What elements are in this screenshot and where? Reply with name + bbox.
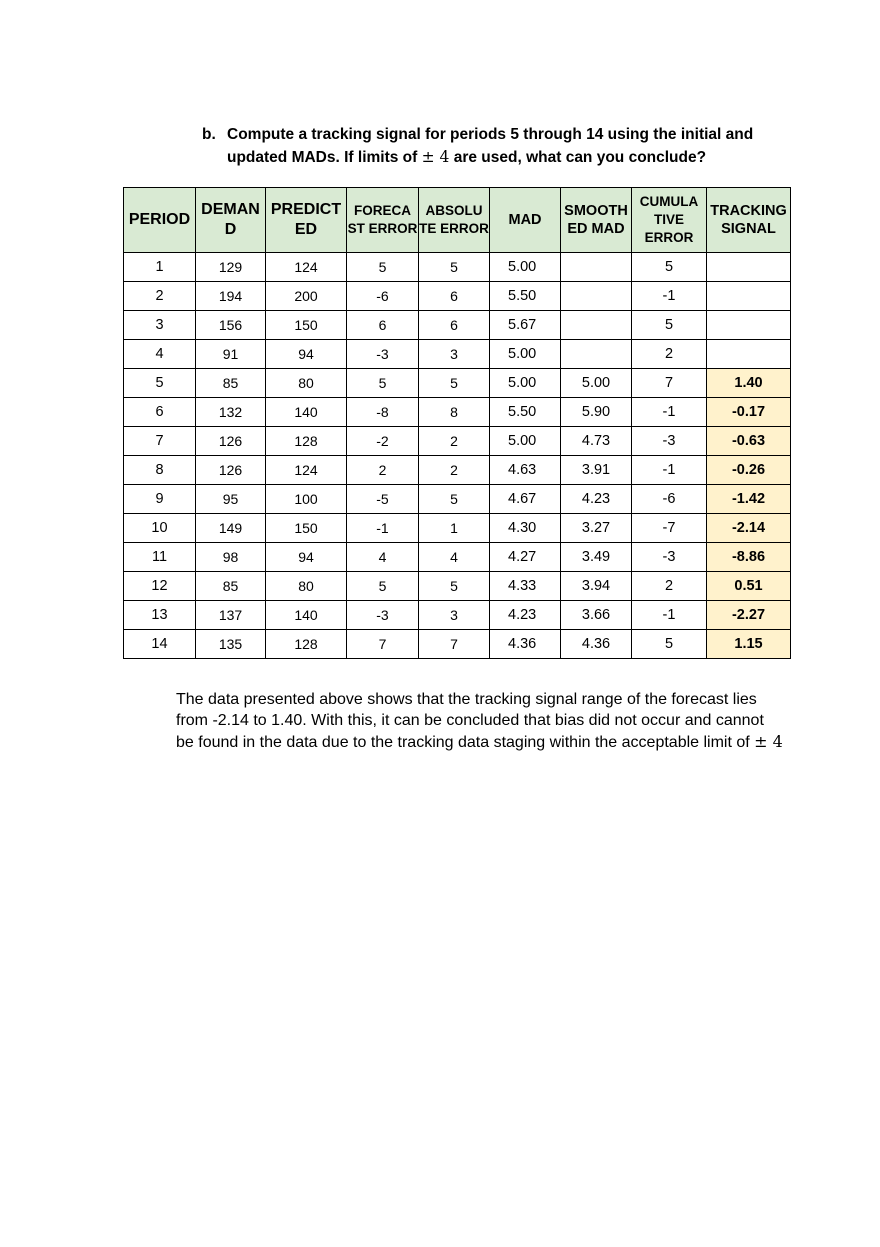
cell-period: 14 bbox=[124, 630, 196, 659]
cell-smoothed-mad: 3.27 bbox=[561, 514, 632, 543]
cell-forecast-error: -3 bbox=[347, 340, 419, 369]
cell-predicted: 150 bbox=[266, 514, 347, 543]
cell-forecast-error: -5 bbox=[347, 485, 419, 514]
cell-period: 5 bbox=[124, 369, 196, 398]
cell-period: 1 bbox=[124, 253, 196, 282]
cell-tracking-signal: -0.63 bbox=[707, 427, 791, 456]
cell-mad: 5.00 bbox=[490, 427, 561, 456]
cell-tracking-signal bbox=[707, 282, 791, 311]
cell-cumulative-error: -7 bbox=[632, 514, 707, 543]
cell-tracking-signal: -0.26 bbox=[707, 456, 791, 485]
cell-absolute-error: 3 bbox=[419, 601, 490, 630]
cell-period: 13 bbox=[124, 601, 196, 630]
cell-smoothed-mad: 4.23 bbox=[561, 485, 632, 514]
cell-demand: 156 bbox=[196, 311, 266, 340]
cell-absolute-error: 7 bbox=[419, 630, 490, 659]
cell-period: 10 bbox=[124, 514, 196, 543]
cell-predicted: 124 bbox=[266, 253, 347, 282]
cell-demand: 126 bbox=[196, 456, 266, 485]
cell-predicted: 128 bbox=[266, 427, 347, 456]
table-row bbox=[124, 456, 791, 485]
cell-tracking-signal: -1.42 bbox=[707, 485, 791, 514]
cell-forecast-error: 5 bbox=[347, 572, 419, 601]
cell-mad: 4.23 bbox=[490, 601, 561, 630]
question-line-2 bbox=[202, 146, 802, 169]
header-forecast-error: FORECA ST ERROR bbox=[347, 188, 419, 253]
cell-period: 9 bbox=[124, 485, 196, 514]
cell-predicted: 80 bbox=[266, 369, 347, 398]
header-cumulative-error: CUMULA TIVE ERROR bbox=[632, 188, 707, 253]
cell-demand: 95 bbox=[196, 485, 266, 514]
header-absolute-error: ABSOLU TE ERROR bbox=[419, 188, 490, 253]
cell-forecast-error: -1 bbox=[347, 514, 419, 543]
table-row bbox=[124, 253, 791, 282]
cell-forecast-error: 6 bbox=[347, 311, 419, 340]
cell-demand: 98 bbox=[196, 543, 266, 572]
cell-mad: 4.63 bbox=[490, 456, 561, 485]
cell-demand: 85 bbox=[196, 572, 266, 601]
cell-cumulative-error: 2 bbox=[632, 572, 707, 601]
table-body bbox=[124, 253, 791, 659]
cell-smoothed-mad: 3.66 bbox=[561, 601, 632, 630]
cell-mad: 4.67 bbox=[490, 485, 561, 514]
cell-absolute-error: 2 bbox=[419, 456, 490, 485]
cell-smoothed-mad bbox=[561, 340, 632, 369]
question-line2-post: are used, what can you conclude? bbox=[449, 149, 707, 166]
cell-cumulative-error: 5 bbox=[632, 253, 707, 282]
header-mad: MAD bbox=[490, 188, 561, 253]
cell-mad: 5.50 bbox=[490, 398, 561, 427]
cell-demand: 132 bbox=[196, 398, 266, 427]
cell-smoothed-mad: 3.94 bbox=[561, 572, 632, 601]
cell-forecast-error: 5 bbox=[347, 253, 419, 282]
cell-demand: 91 bbox=[196, 340, 266, 369]
cell-smoothed-mad: 5.00 bbox=[561, 369, 632, 398]
cell-smoothed-mad bbox=[561, 282, 632, 311]
cell-demand: 85 bbox=[196, 369, 266, 398]
table-row bbox=[124, 427, 791, 456]
cell-predicted: 140 bbox=[266, 398, 347, 427]
cell-smoothed-mad bbox=[561, 311, 632, 340]
cell-mad: 5.00 bbox=[490, 340, 561, 369]
cell-period: 12 bbox=[124, 572, 196, 601]
cell-forecast-error: 4 bbox=[347, 543, 419, 572]
cell-cumulative-error: -3 bbox=[632, 427, 707, 456]
question-line1-text: Compute a tracking signal for periods 5 through 14 using the initial and bbox=[227, 126, 754, 143]
cell-predicted: 150 bbox=[266, 311, 347, 340]
cell-cumulative-error: -1 bbox=[632, 456, 707, 485]
table-row bbox=[124, 630, 791, 659]
cell-period: 2 bbox=[124, 282, 196, 311]
table-row bbox=[124, 398, 791, 427]
cell-demand: 137 bbox=[196, 601, 266, 630]
cell-predicted: 128 bbox=[266, 630, 347, 659]
cell-tracking-signal bbox=[707, 253, 791, 282]
table-row bbox=[124, 311, 791, 340]
cell-period: 8 bbox=[124, 456, 196, 485]
cell-forecast-error: 5 bbox=[347, 369, 419, 398]
cell-demand: 126 bbox=[196, 427, 266, 456]
cell-forecast-error: 2 bbox=[347, 456, 419, 485]
conclusion-line-3 bbox=[176, 731, 796, 753]
cell-period: 4 bbox=[124, 340, 196, 369]
cell-mad: 4.27 bbox=[490, 543, 561, 572]
cell-absolute-error: 3 bbox=[419, 340, 490, 369]
cell-absolute-error: 4 bbox=[419, 543, 490, 572]
header-demand: DEMAN D bbox=[196, 188, 266, 253]
limit-math: ± 4 bbox=[421, 148, 450, 166]
table-row bbox=[124, 340, 791, 369]
cell-predicted: 200 bbox=[266, 282, 347, 311]
header-tracking-signal: TRACKING SIGNAL bbox=[707, 188, 791, 253]
header-row bbox=[124, 188, 791, 253]
cell-predicted: 94 bbox=[266, 543, 347, 572]
cell-predicted: 140 bbox=[266, 601, 347, 630]
cell-forecast-error: -8 bbox=[347, 398, 419, 427]
cell-mad: 5.00 bbox=[490, 253, 561, 282]
cell-demand: 135 bbox=[196, 630, 266, 659]
cell-demand: 129 bbox=[196, 253, 266, 282]
cell-smoothed-mad: 4.36 bbox=[561, 630, 632, 659]
cell-absolute-error: 5 bbox=[419, 369, 490, 398]
cell-absolute-error: 2 bbox=[419, 427, 490, 456]
cell-smoothed-mad: 4.73 bbox=[561, 427, 632, 456]
cell-absolute-error: 1 bbox=[419, 514, 490, 543]
cell-demand: 149 bbox=[196, 514, 266, 543]
question-line-1 bbox=[202, 124, 802, 146]
cell-forecast-error: -6 bbox=[347, 282, 419, 311]
cell-tracking-signal bbox=[707, 340, 791, 369]
cell-smoothed-mad: 3.91 bbox=[561, 456, 632, 485]
cell-period: 11 bbox=[124, 543, 196, 572]
question-text bbox=[202, 124, 802, 169]
header-predicted: PREDICT ED bbox=[266, 188, 347, 253]
cell-forecast-error: 7 bbox=[347, 630, 419, 659]
header-period: PERIOD bbox=[124, 188, 196, 253]
cell-demand: 194 bbox=[196, 282, 266, 311]
question-letter: b. bbox=[202, 126, 216, 143]
cell-cumulative-error: -1 bbox=[632, 282, 707, 311]
cell-mad: 5.00 bbox=[490, 369, 561, 398]
cell-cumulative-error: 5 bbox=[632, 311, 707, 340]
cell-absolute-error: 6 bbox=[419, 311, 490, 340]
conclusion-paragraph bbox=[176, 689, 796, 753]
cell-mad: 4.36 bbox=[490, 630, 561, 659]
cell-cumulative-error: -6 bbox=[632, 485, 707, 514]
cell-forecast-error: -2 bbox=[347, 427, 419, 456]
cell-absolute-error: 5 bbox=[419, 572, 490, 601]
cell-cumulative-error: -1 bbox=[632, 398, 707, 427]
conclusion-limit-math: ± 4 bbox=[754, 732, 783, 751]
cell-predicted: 80 bbox=[266, 572, 347, 601]
cell-cumulative-error: -1 bbox=[632, 601, 707, 630]
cell-absolute-error: 5 bbox=[419, 253, 490, 282]
cell-tracking-signal: -2.27 bbox=[707, 601, 791, 630]
cell-mad: 4.33 bbox=[490, 572, 561, 601]
conclusion-line-1: The data presented above shows that the tracking signal range of the forecast lies bbox=[176, 691, 757, 708]
cell-period: 7 bbox=[124, 427, 196, 456]
cell-smoothed-mad: 3.49 bbox=[561, 543, 632, 572]
cell-period: 6 bbox=[124, 398, 196, 427]
table-row bbox=[124, 543, 791, 572]
cell-predicted: 124 bbox=[266, 456, 347, 485]
cell-mad: 5.67 bbox=[490, 311, 561, 340]
tracking-signal-table bbox=[123, 187, 791, 659]
table-row bbox=[124, 601, 791, 630]
cell-tracking-signal: -2.14 bbox=[707, 514, 791, 543]
cell-tracking-signal: 0.51 bbox=[707, 572, 791, 601]
cell-tracking-signal: -0.17 bbox=[707, 398, 791, 427]
cell-tracking-signal: 1.40 bbox=[707, 369, 791, 398]
cell-cumulative-error: 2 bbox=[632, 340, 707, 369]
cell-smoothed-mad bbox=[561, 253, 632, 282]
cell-tracking-signal bbox=[707, 311, 791, 340]
table-row bbox=[124, 282, 791, 311]
table-row bbox=[124, 369, 791, 398]
cell-cumulative-error: 5 bbox=[632, 630, 707, 659]
cell-tracking-signal: 1.15 bbox=[707, 630, 791, 659]
cell-absolute-error: 5 bbox=[419, 485, 490, 514]
conclusion-line-2: from -2.14 to 1.40. With this, it can be concluded that bias did not occur and cannot bbox=[176, 712, 764, 729]
cell-absolute-error: 6 bbox=[419, 282, 490, 311]
question-line2-pre: updated MADs. If limits of bbox=[227, 149, 422, 166]
cell-predicted: 94 bbox=[266, 340, 347, 369]
cell-period: 3 bbox=[124, 311, 196, 340]
cell-cumulative-error: -3 bbox=[632, 543, 707, 572]
cell-predicted: 100 bbox=[266, 485, 347, 514]
header-smoothed-mad: SMOOTH ED MAD bbox=[561, 188, 632, 253]
cell-cumulative-error: 7 bbox=[632, 369, 707, 398]
cell-smoothed-mad: 5.90 bbox=[561, 398, 632, 427]
conclusion-line3-text: be found in the data due to the tracking data staging within the acceptable limit of bbox=[176, 734, 755, 751]
cell-forecast-error: -3 bbox=[347, 601, 419, 630]
table-row bbox=[124, 514, 791, 543]
cell-mad: 4.30 bbox=[490, 514, 561, 543]
cell-absolute-error: 8 bbox=[419, 398, 490, 427]
table-row bbox=[124, 485, 791, 514]
cell-mad: 5.50 bbox=[490, 282, 561, 311]
table-row bbox=[124, 572, 791, 601]
cell-tracking-signal: -8.86 bbox=[707, 543, 791, 572]
